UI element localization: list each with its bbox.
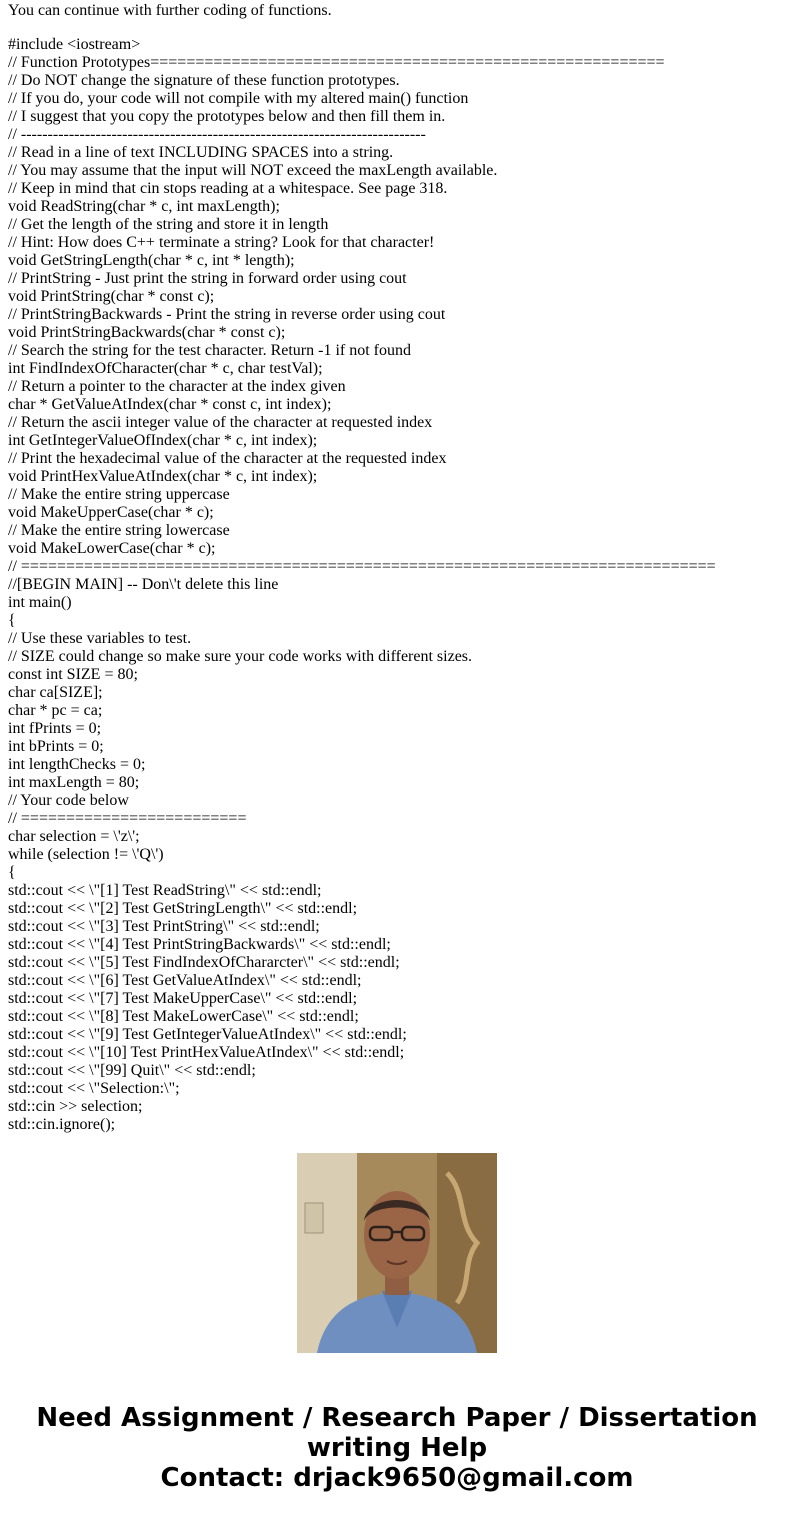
code-line: // Read in a line of text INCLUDING SPACES into a string. [8,144,394,161]
code-line: std::cout << \"[9] Test GetIntegerValueAtIndex\" << std::endl; [8,1026,407,1043]
code-line: void MakeLowerCase(char * c); [8,540,216,557]
code-line: #include <iostream> [8,36,141,53]
code-line: std::cin >> selection; [8,1098,143,1115]
code-line: // Make the entire string lowercase [8,522,230,539]
code-line: std::cout << \"Selection:\"; [8,1080,180,1097]
code-line: // Search the string for the test character. Return -1 if not found [8,342,411,359]
code-line: std::cout << \"[8] Test MakeLowerCase\" << std::endl; [8,1008,359,1025]
code-line: const int SIZE = 80; [8,666,138,683]
code-line: // Return a pointer to the character at the index given [8,378,346,395]
code-line: // Hint: How does C++ terminate a string? Look for that character! [8,234,435,251]
banner-contact-line: Contact: drjack9650@gmail.com [160,1463,634,1493]
code-line: std::cout << \"[5] Test FindIndexOfChararcter\" << std::endl; [8,954,400,971]
code-line: int GetIntegerValueOfIndex(char * c, int index); [8,432,318,449]
code-line: std::cout << \"[7] Test MakeUpperCase\" << std::endl; [8,990,358,1007]
code-line: char ca[SIZE]; [8,684,103,701]
code-line: int bPrints = 0; [8,738,104,755]
code-line: { [8,612,16,629]
code-line: char * pc = ca; [8,702,103,719]
code-line: int FindIndexOfCharacter(char * c, char testVal); [8,360,323,377]
code-line: // Function Prototypes========================================================= [8,54,665,71]
code-line: int fPrints = 0; [8,720,102,737]
code-line: void PrintHexValueAtIndex(char * c, int index); [8,468,318,485]
code-line: // If you do, your code will not compile with my altered main() function [8,90,469,107]
intro-text: You can continue with further coding of functions. [8,2,332,19]
code-line: // PrintStringBackwards - Print the string in reverse order using cout [8,306,446,323]
code-line: char selection = \'z\'; [8,828,140,845]
code-line: // Print the hexadecimal value of the character at the requested index [8,450,447,467]
code-line: { [8,864,16,881]
code-line: // Get the length of the string and store it in length [8,216,329,233]
code-listing [8,36,788,1133]
code-line: // PrintString - Just print the string in forward order using cout [8,270,407,287]
code-line: // Make the entire string uppercase [8,486,230,503]
code-line: // I suggest that you copy the prototypes below and then fill them in. [8,108,446,125]
code-line: void PrintString(char * const c); [8,288,215,305]
code-line: std::cout << \"[3] Test PrintString\" << std::endl; [8,918,320,935]
code-line: while (selection != \'Q\') [8,846,164,863]
code-line: std::cout << \"[10] Test PrintHexValueAtIndex\" << std::endl; [8,1044,405,1061]
code-line: void GetStringLength(char * c, int * length); [8,252,295,269]
code-line: // You may assume that the input will NOT exceed the maxLength available. [8,162,498,179]
code-line: // ---------------------------------------------------------------------------- [8,126,426,143]
code-line: // Your code below [8,792,129,809]
help-banner [0,1403,794,1493]
code-line: std::cout << \"[1] Test ReadString\" << std::endl; [8,882,322,899]
code-line: // ============================================================================= [8,558,716,575]
author-photo [297,1153,497,1353]
code-line: // SIZE could change so make sure your code works with different sizes. [8,648,473,665]
code-line: std::cout << \"[4] Test PrintStringBackwards\" << std::endl; [8,936,391,953]
code-line: // Do NOT change the signature of these function prototypes. [8,72,400,89]
code-line: void PrintStringBackwards(char * const c); [8,324,286,341]
code-line: std::cout << \"[99] Quit\" << std::endl; [8,1062,256,1079]
code-line: int maxLength = 80; [8,774,140,791]
banner-line-1: Need Assignment / Research Paper / Dissertation [36,1403,758,1433]
portrait-image [297,1153,497,1353]
code-line: // Keep in mind that cin stops reading at a whitespace. See page 318. [8,180,448,197]
document-body [8,2,788,1133]
code-line: char * GetValueAtIndex(char * const c, int index); [8,396,332,413]
code-line: // Return the ascii integer value of the character at requested index [8,414,433,431]
code-line: //[BEGIN MAIN] -- Don\'t delete this line [8,576,279,593]
code-line: // Use these variables to test. [8,630,192,647]
code-line: int main() [8,594,72,611]
code-line: // ========================= [8,810,247,827]
code-line: std::cout << \"[6] Test GetValueAtIndex\" << std::endl; [8,972,362,989]
code-line: void ReadString(char * c, int maxLength); [8,198,280,215]
code-line: int lengthChecks = 0; [8,756,146,773]
code-line: void MakeUpperCase(char * c); [8,504,214,521]
code-line: std::cin.ignore(); [8,1116,116,1133]
code-line: std::cout << \"[2] Test GetStringLength\" << std::endl; [8,900,358,917]
banner-line-2: writing Help [306,1433,488,1463]
